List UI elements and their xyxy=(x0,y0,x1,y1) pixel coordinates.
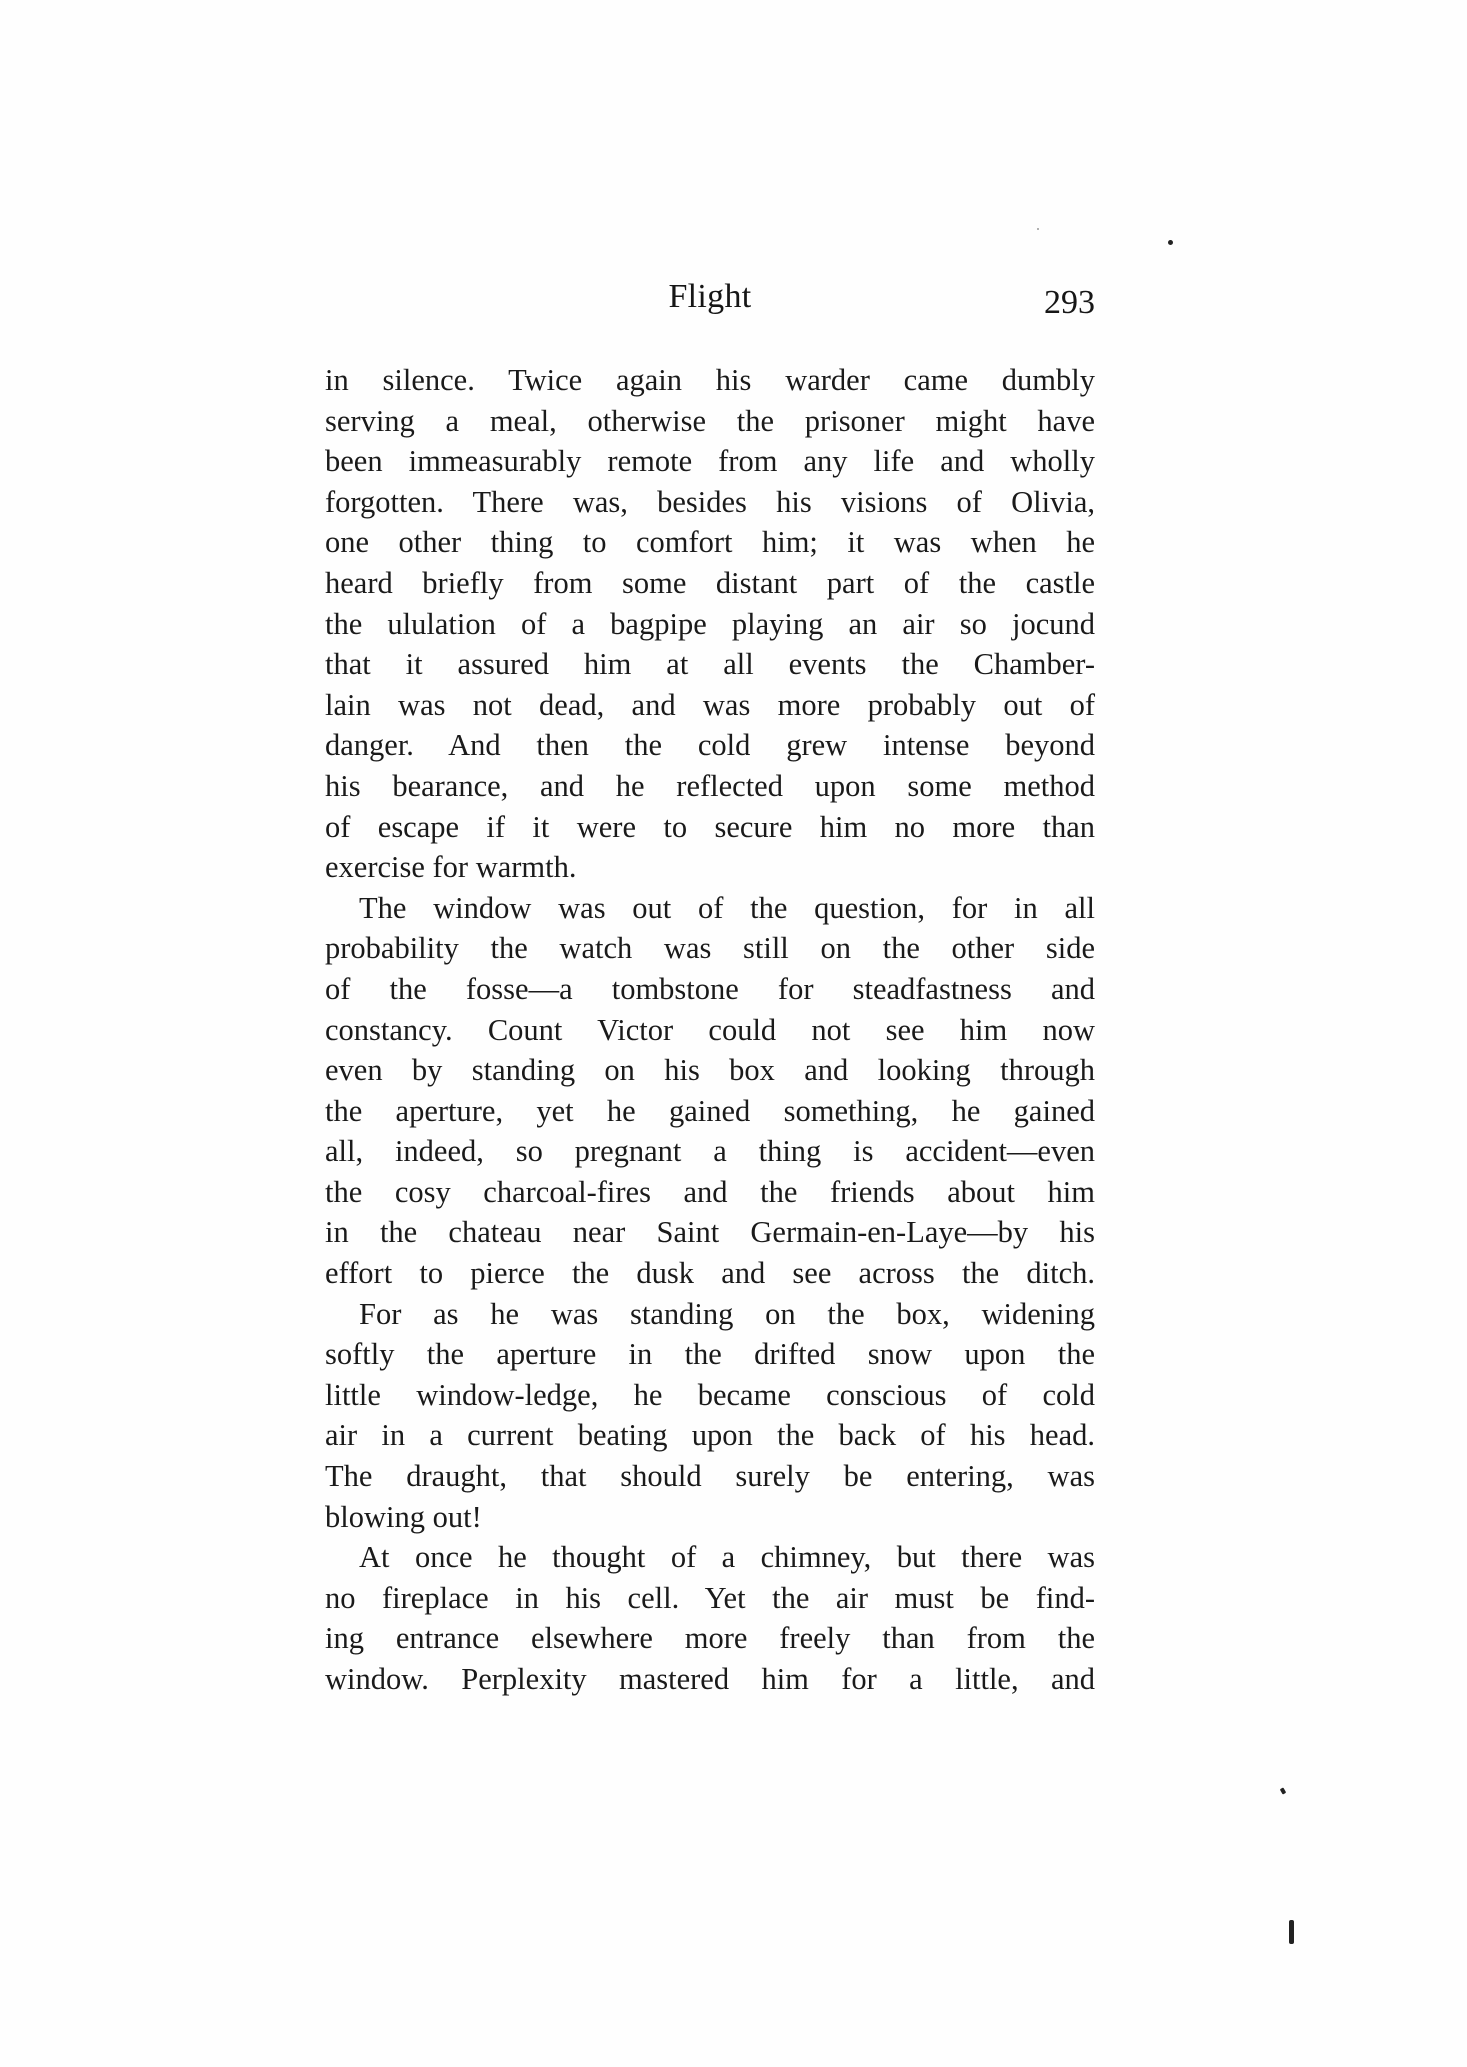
text-line: the aperture, yet he gained something, he gained xyxy=(325,1093,1095,1128)
text-line: serving a meal, otherwise the prisoner might have xyxy=(325,403,1095,438)
text-line: all, indeed, so pregnant a thing is accident—even xyxy=(325,1134,1095,1169)
text-line: of escape if it were to secure him no more than xyxy=(325,809,1095,844)
text-line: exercise for warmth. xyxy=(325,850,577,885)
text-line: in silence. Twice again his warder came dumbly xyxy=(325,363,1095,397)
text-line: one other thing to comfort him; it was when he xyxy=(325,525,1095,560)
ink-speck xyxy=(1280,1787,1286,1794)
text-line: At once he thought of a chimney, but there was xyxy=(359,1540,1095,1575)
page-header xyxy=(325,278,1095,328)
text-line: even by standing on his box and looking through xyxy=(325,1053,1095,1088)
body-text xyxy=(325,360,1095,1700)
text-line: of the fosse—a tombstone for steadfastness and xyxy=(325,971,1095,1006)
text-line: window. Perplexity mastered him for a little, and xyxy=(325,1662,1095,1696)
text-line: danger. And then the cold grew intense beyond xyxy=(325,728,1095,763)
text-line: been immeasurably remote from any life and wholly xyxy=(325,444,1095,479)
text-line: in the chateau near Saint Germain-en-Laye—by his xyxy=(325,1215,1095,1250)
text-line: the ululation of a bagpipe playing an air so jocund xyxy=(325,606,1095,641)
text-line: ing entrance elsewhere more freely than from the xyxy=(325,1621,1095,1656)
text-line: that it assured him at all events the Chamber- xyxy=(325,647,1095,682)
text-line: blowing out! xyxy=(325,1499,482,1534)
page-number: 293 xyxy=(1044,284,1095,321)
text-line: air in a current beating upon the back of his head. xyxy=(325,1418,1095,1453)
text-line: his bearance, and he reflected upon some method xyxy=(325,768,1095,803)
text-line: lain was not dead, and was more probably out of xyxy=(325,687,1095,722)
text-line: The draught, that should surely be entering, was xyxy=(325,1459,1095,1494)
ink-speck xyxy=(1168,240,1173,245)
text-line: probability the watch was still on the other side xyxy=(325,931,1095,966)
text-line: For as he was standing on the box, widening xyxy=(359,1296,1095,1331)
text-line: The window was out of the question, for in all xyxy=(359,890,1095,925)
text-line: no fireplace in his cell. Yet the air must be find- xyxy=(325,1580,1095,1615)
text-line: forgotten. There was, besides his visions of Olivia, xyxy=(325,484,1095,519)
text-line: effort to pierce the dusk and see across the ditch. xyxy=(325,1256,1095,1291)
ink-speck xyxy=(1037,228,1039,230)
text-line: softly the aperture in the drifted snow upon the xyxy=(325,1337,1095,1372)
text-line: constancy. Count Victor could not see him now xyxy=(325,1012,1095,1047)
text-line: heard briefly from some distant part of the castle xyxy=(325,565,1095,600)
text-line: little window-ledge, he became conscious of cold xyxy=(325,1377,1095,1412)
running-title: Flight xyxy=(668,278,752,315)
ink-speck xyxy=(1289,1920,1294,1944)
text-line: the cosy charcoal-fires and the friends about him xyxy=(325,1174,1095,1209)
